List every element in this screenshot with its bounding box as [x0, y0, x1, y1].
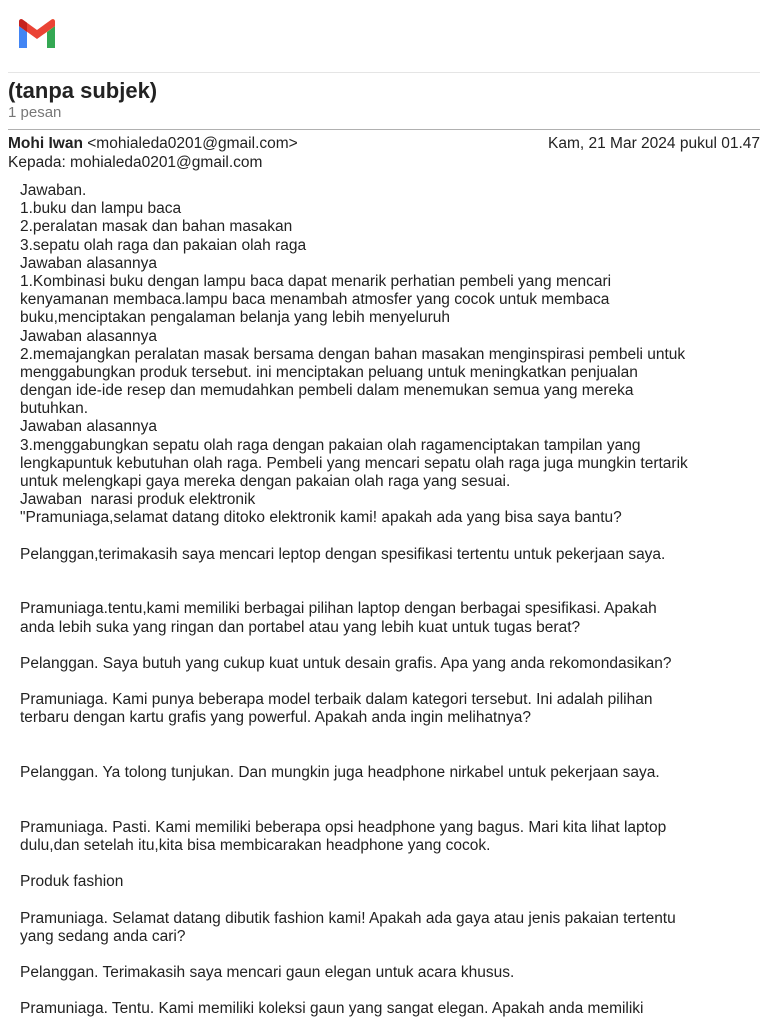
blank-line: [20, 528, 756, 546]
body-line: anda lebih suka yang ringan dan portabel atau yang lebih kuat untuk tugas berat?: [20, 618, 581, 636]
header-divider: [8, 72, 760, 73]
body-line: Pelanggan. Terimakasih saya mencari gaun elegan untuk acara khusus.: [20, 964, 515, 982]
body-line: Pelanggan. Ya tolong tunjukan. Dan mungkin juga headphone nirkabel untuk pekerjaan saya.: [20, 764, 660, 781]
body-line: Pramuniaga.tentu,kami memiliki berbagai pilihan laptop dengan berbagai spesifikasi. Apakah: [20, 600, 657, 618]
recipient-line: Kepada: mohialeda0201@gmail.com: [8, 154, 263, 171]
body-line: Jawaban alasannya: [20, 418, 158, 436]
blank-line: [20, 564, 756, 582]
body-line: 3.menggabungkan sepatu olah raga dengan pakaian olah ragamenciptakan tampilan yang: [20, 436, 641, 454]
body-line: terbaru dengan kartu grafis yang powerful. Apakah anda ingin melihatnya?: [20, 709, 531, 727]
body-line: lengkapuntuk kebutuhan olah raga. Pembeli yang mencari sepatu olah raga juga mungkin tertarik: [20, 454, 688, 472]
body-line: Pramuniaga. Kami punya beberapa model terbaik dalam kategori tersebut. Ini adalah pilihan: [20, 691, 653, 709]
blank-line: [20, 855, 756, 873]
message-body: [20, 182, 756, 1019]
body-line: Pramuniaga. Pasti. Kami memiliki beberapa opsi headphone yang bagus. Mari kita lihat laptop: [20, 818, 667, 836]
sender-name: Mohi Iwan: [8, 135, 83, 152]
body-line: Jawaban alasannya: [20, 254, 158, 272]
message-date: Kam, 21 Mar 2024 pukul 01.47: [548, 135, 760, 152]
subject-divider: [8, 129, 760, 130]
body-line: 1.buku dan lampu baca: [20, 200, 182, 218]
body-line: "Pramuniaga,selamat datang ditoko elektronik kami! apakah ada yang bisa saya bantu?: [20, 509, 622, 527]
body-line: buku,menciptakan pengalaman belanja yang lebih menyeluruh: [20, 309, 450, 327]
body-line: untuk melengkapi gaya mereka dengan pakaian olah raga yang sesuai.: [20, 473, 511, 490]
body-line: dulu,dan setelah itu,kita bisa membicarakan headphone yang cocok.: [20, 836, 491, 854]
blank-line: [20, 982, 756, 1000]
body-line: Jawaban narasi produk elektronik: [20, 491, 256, 509]
body-line: menggabungkan produk tersebut. ini menciptakan peluang untuk meningkatkan penjualan: [20, 363, 638, 381]
body-line: 3.sepatu olah raga dan pakaian olah raga: [20, 236, 307, 254]
body-line: Pelanggan,terimakasih saya mencari leptop dengan spesifikasi tertentu untuk pekerjaan saya.: [20, 545, 666, 563]
body-line: kenyamanan membaca.lampu baca menambah atmosfer yang cocok untuk membaca: [20, 291, 610, 309]
blank-line: [20, 728, 756, 746]
body-line: Pramuniaga. Tentu. Kami memiliki koleksi gaun yang sangat elegan. Apakah anda memiliki: [20, 1000, 644, 1018]
sender-line: [8, 135, 298, 153]
body-line: 2.memajangkan peralatan masak bersama dengan bahan masakan menginspirasi pembeli untuk: [20, 345, 686, 363]
body-line: butuhkan.: [20, 400, 89, 418]
message-count: 1 pesan: [8, 104, 62, 121]
body-line: Produk fashion: [20, 873, 124, 891]
body-line: Pramuniaga. Selamat datang dibutik fashion kami! Apakah ada gaya atau jenis pakaian tertentu: [20, 909, 676, 927]
blank-line: [20, 746, 756, 764]
blank-line: [20, 891, 756, 909]
body-line: yang sedang anda cari?: [20, 927, 186, 945]
sender-email: <mohialeda0201@gmail.com>: [87, 135, 298, 152]
body-line: 2.peralatan masak dan bahan masakan: [20, 218, 293, 236]
blank-line: [20, 800, 756, 818]
email-subject: (tanpa subjek): [8, 78, 158, 103]
blank-line: [20, 582, 756, 600]
body-line: 1.Kombinasi buku dengan lampu baca dapat menarik perhatian pembeli yang mencari: [20, 272, 612, 290]
body-line: Jawaban alasannya: [20, 327, 158, 345]
body-line: Jawaban.: [20, 182, 87, 199]
body-line: Pelanggan. Saya butuh yang cukup kuat untuk desain grafis. Apa yang anda rekomondasikan?: [20, 654, 672, 672]
blank-line: [20, 673, 756, 691]
blank-line: [20, 782, 756, 800]
blank-line: [20, 946, 756, 964]
body-line: dengan ide-ide resep dan memudahkan pembeli dalam menemukan semua yang mereka: [20, 382, 634, 400]
gmail-logo-icon: [16, 18, 58, 50]
blank-line: [20, 637, 756, 655]
